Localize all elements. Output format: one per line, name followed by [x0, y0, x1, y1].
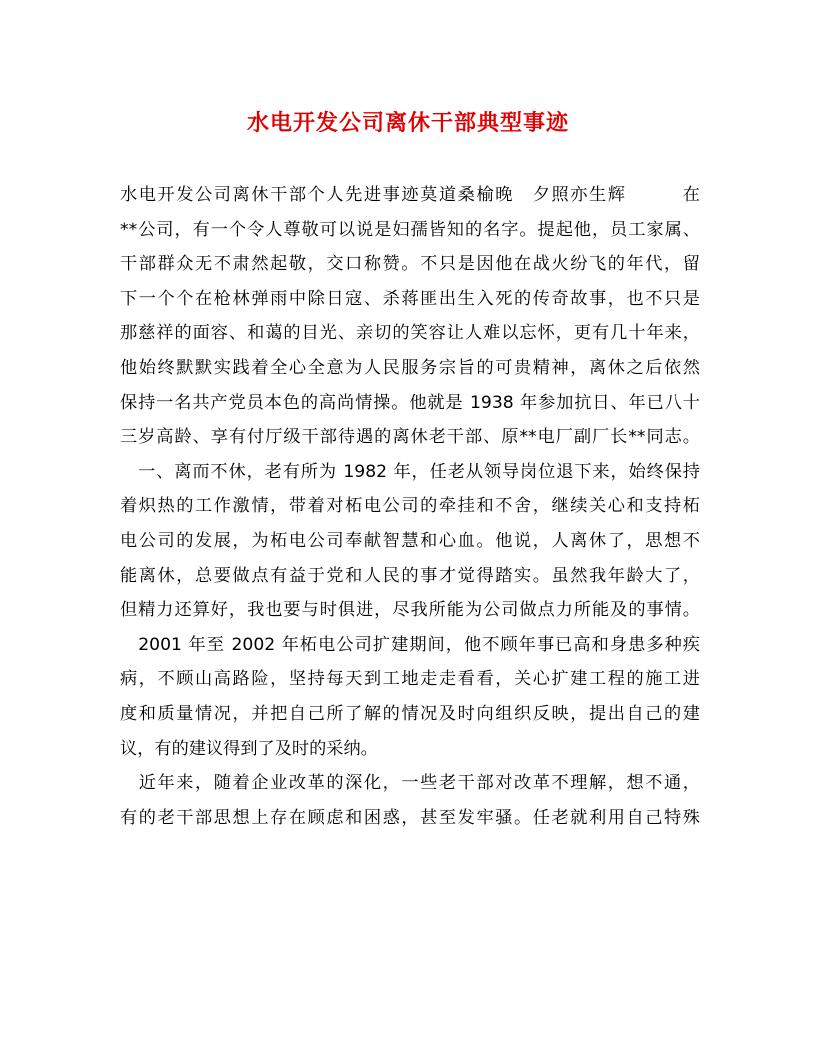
body-line: 三岁高龄、享有付厅级干部待遇的离休老干部、原**电厂副厂长**同志。	[120, 427, 700, 448]
document-body	[120, 178, 700, 835]
body-line: 但精力还算好，我也要与时俱进，尽我所能为公司做点力所能及的事情。	[120, 600, 700, 621]
body-line: 病，不顾山高路险，坚持每天到工地走走看看，关心扩建工程的施工进	[120, 669, 700, 690]
body-line: 电公司的发展，为柘电公司奉献智慧和心血。他说，人离休了，思想不	[120, 530, 700, 551]
document-title: 水电开发公司离休干部典型事迹	[246, 110, 569, 136]
body-line: **公司，有一个令人尊敬可以说是妇孺皆知的名字。提起他，员工家属、	[120, 219, 700, 240]
body-line: 近年来，随着企业改革的深化，一些老干部对改革不理解，想不通，	[120, 773, 700, 794]
body-line: 保持一名共产党员本色的高尚情操。他就是 1938 年参加抗日、年已八十	[120, 392, 700, 413]
body-line: 着炽热的工作激情，带着对柘电公司的牵挂和不舍，继续关心和支持柘	[120, 496, 700, 517]
body-line: 水电开发公司离休干部个人先进事迹莫道桑榆晚 夕照亦生辉 在	[120, 185, 700, 205]
body-line: 干部群众无不肃然起敬，交口称赞。不只是因他在战火纷飞的年代，留	[120, 254, 700, 275]
body-line: 那慈祥的面容、和蔼的目光、亲切的笑容让人难以忘怀，更有几十年来，	[120, 323, 700, 344]
body-line: 能离休，总要做点有益于党和人民的事才觉得踏实。虽然我年龄大了，	[120, 565, 700, 586]
body-line: 一、离而不休，老有所为 1982 年，任老从领导岗位退下来，始终保持	[120, 461, 700, 482]
body-line: 度和质量情况，并把自己所了解的情况及时向组织反映，提出自己的建	[120, 703, 700, 724]
body-line: 2001 年至 2002 年柘电公司扩建期间，他不顾年事已高和身患多种疾	[120, 634, 700, 655]
body-line: 他始终默默实践着全心全意为人民服务宗旨的可贵精神，离休之后依然	[120, 357, 700, 378]
body-line: 议，有的建议得到了及时的采纳。	[120, 738, 378, 759]
body-line: 下一个个在枪林弹雨中除日寇、杀蒋匪出生入死的传奇故事，也不只是	[120, 288, 700, 309]
body-line: 有的老干部思想上存在顾虑和困惑，甚至发牢骚。任老就利用自己特殊	[120, 807, 700, 828]
